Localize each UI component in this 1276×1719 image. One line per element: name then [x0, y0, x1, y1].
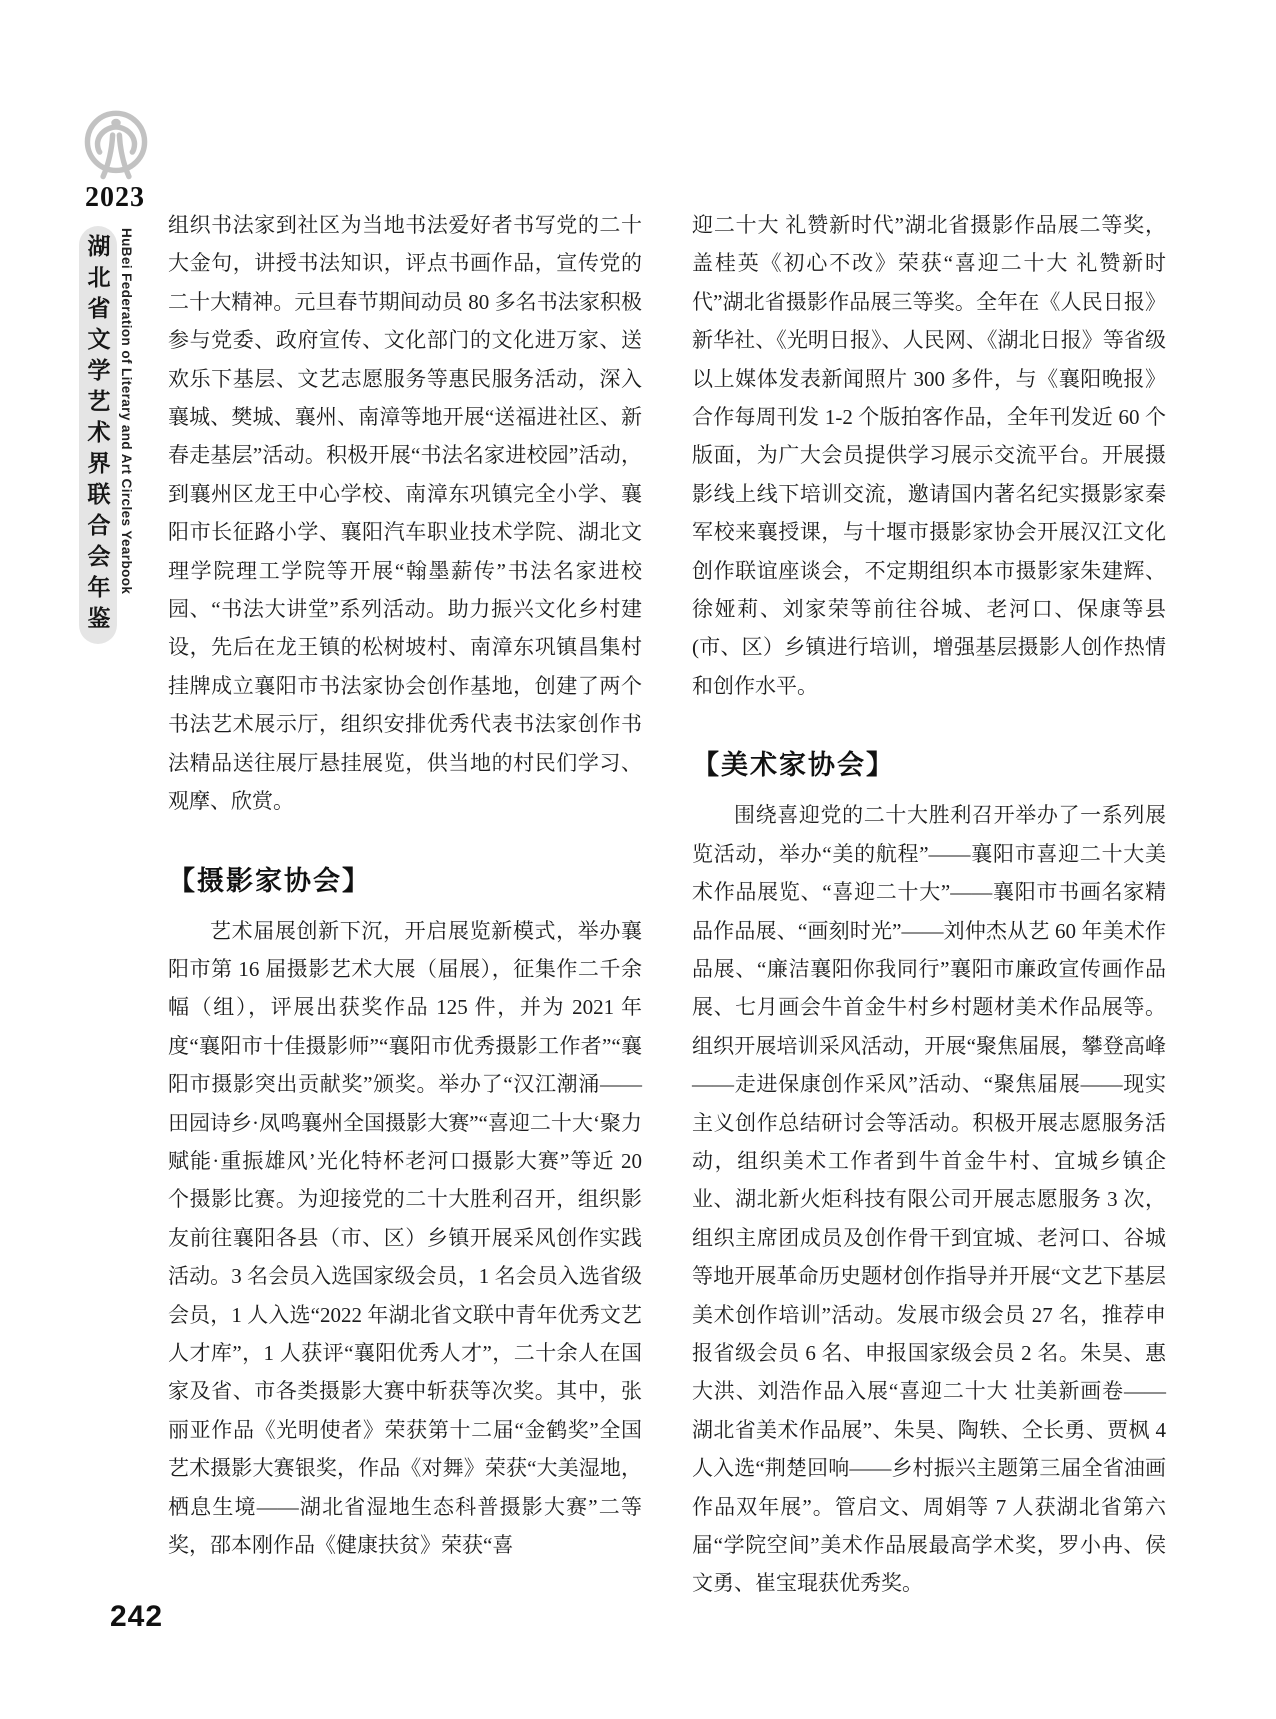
sidebar-title-en: HuBei Federation of Literary and Art Circles Yearbook	[119, 228, 134, 595]
left-column	[168, 206, 642, 1564]
paragraph-calligraphers-community: 组织书法家到社区为当地书法爱好者书写党的二十大金句，讲授书法知识，评点书画作品，宣传党的二十大精神。元旦春节期间动员 80 多名书法家积极参与党委、政府宣传、文化部门的文化进万家、送欢乐下基层、文艺志愿服务等惠民服务活动，深入襄城、樊城、襄州、南漳等地开展“送福进社区、新春走基层”活动。积极开展“书法名家进校园”活动，到襄州区龙王中心学校、南漳东巩镇完全小学、襄阳市长征路小学、襄阳汽车职业技术学院、湖北文理学院理工学院等开展“翰墨薪传”书法名家进校园、“书法大讲堂”系列活动。助力振兴文化乡村建设，先后在龙王镇的松树坡村、南漳东巩镇昌集村挂牌成立襄阳市书法家协会创作基地，创建了两个书法艺术展示厅，组织安排优秀代表书法家创作书法精品送往展厅悬挂展览，供当地的村民们学习、观摩、欣赏。	[168, 213, 642, 814]
sidebar-title-pill	[79, 226, 117, 644]
section-heading-photographers-association: 【摄影家协会】	[168, 865, 371, 896]
page-number: 242	[110, 1600, 164, 1633]
right-column	[692, 206, 1166, 1603]
federation-logo-icon	[82, 106, 150, 190]
paragraph-photographers-continued: 迎二十大 礼赞新时代”湖北省摄影作品展二等奖，盖桂英《初心不改》荣获“喜迎二十大 礼赞新时代”湖北省摄影作品展三等奖。全年在《人民日报》新华社、《光明日报》、人民网、《湖北日报》等省级以上媒体发表新闻照片 300 多件，与《襄阳晚报》合作每周刊发 1-2 个版拍客作品，全年刊发近 60 个版面，为广大会员提供学习展示交流平台。开展摄影线上线下培训交流，邀请国内著名纪实摄影家秦军校来襄授课，与十堰市摄影家协会开展汉江文化创作联谊座谈会，不定期组织本市摄影家朱建辉、徐娅莉、刘家荣等前往谷城、老河口、保康等县(市、区）乡镇进行培训，增强基层摄影人创作热情和创作水平。	[692, 213, 1166, 698]
section-heading-artists-association: 【美术家协会】	[692, 750, 895, 781]
paragraph-photographers-association: 艺术届展创新下沉，开启展览新模式，举办襄阳市第 16 届摄影艺术大展（届展），征集作二千余幅（组），评展出获奖作品 125 件，并为 2021 年度“襄阳市十佳摄影师”“襄阳市优秀摄影工作者”“襄阳市摄影突出贡献奖”颁奖。举办了“汉江潮涌——田园诗乡·凤鸣襄州全国摄影大赛”“喜迎二十大‘聚力赋能·重振雄风’光化特杯老河口摄影大赛”等近 20 个摄影比赛。为迎接党的二十大胜利召开，组织影友前往襄阳各县（市、区）乡镇开展采风创作实践活动。3 名会员入选国家级会员，1 名会员入选省级会员，1 人入选“2022 年湖北省文联中青年优秀文艺人才库”，1 人获评“襄阳优秀人才”，二十余人在国家及省、市各类摄影大赛中斩获等次奖。其中，张丽亚作品《光明使者》荣获第十二届“金鹤奖”全国艺术摄影大赛银奖，作品《对舞》荣获“大美湿地，栖息生境——湖北省湿地生态科普摄影大赛”二等奖，邵本刚作品《健康扶贫》荣获“喜	[168, 918, 642, 1557]
year-label: 2023	[85, 182, 145, 213]
paragraph-artists-association: 围绕喜迎党的二十大胜利召开举办了一系列展览活动，举办“美的航程”——襄阳市喜迎二十大美术作品展览、“喜迎二十大”——襄阳市书画名家精品作品展、“画刻时光”——刘仲杰从艺 60 年美术作品展、“廉洁襄阳你我同行”襄阳市廉政宣传画作品展、七月画会牛首金牛村乡村题材美术作品展等。组织开展培训采风活动，开展“聚焦届展，攀登高峰——走进保康创作采风”活动、“聚焦届展——现实主义创作总结研讨会等活动。积极开展志愿服务活动，组织美术工作者到牛首金牛村、宜城乡镇企业、湖北新火炬科技有限公司开展志愿服务 3 次，组织主席团成员及创作骨干到宜城、老河口、谷城等地开展革命历史题材创作指导并开展“文艺下基层美术创作培训”活动。发展市级会员 27 名，推荐申报省级会员 6 名、申报国家级会员 2 名。朱昊、惠大洪、刘浩作品入展“喜迎二十大 壮美新画卷——湖北省美术作品展”、朱昊、陶轶、仝长勇、贾枫 4 人入选“荆楚回响——乡村振兴主题第三届全省油画作品双年展”。管启文、周娟等 7 人获湖北省第六届“学院空间”美术作品展最高学术奖，罗小冉、侯文勇、崔宝琨获优秀奖。	[692, 803, 1166, 1596]
sidebar-title-cn: 湖北省文学艺术界联合会年鉴	[84, 233, 111, 637]
